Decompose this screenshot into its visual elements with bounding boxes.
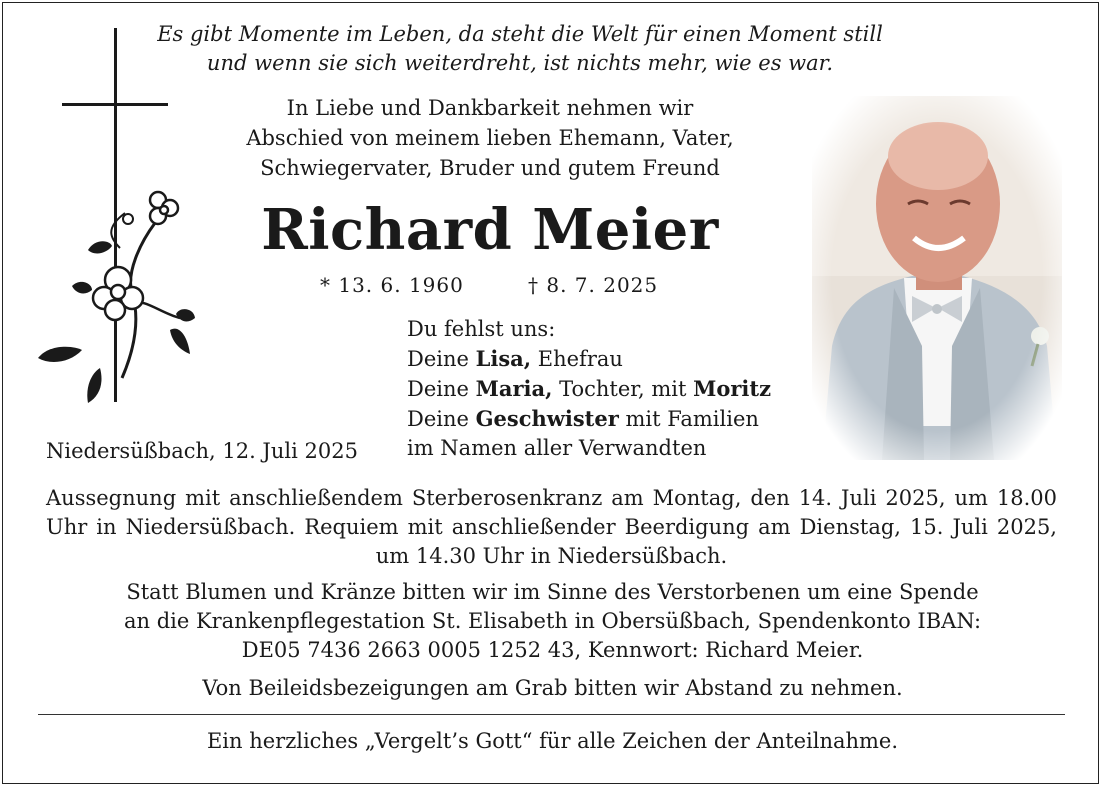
mourners-list <box>407 315 771 463</box>
mourner-line: Deine Lisa, Ehefrau <box>407 346 623 371</box>
deceased-name: Richard Meier <box>261 197 719 263</box>
intro-line-3: Schwiegervater, Bruder und gutem Freund <box>260 156 720 180</box>
birth-date: * 13. 6. 1960 <box>320 273 464 297</box>
mourner-line: Deine Geschwister mit Familien <box>407 406 759 431</box>
condolence-note: Von Beileidsbezeigungen am Grab bitten wir Abstand zu nehmen. <box>202 676 903 700</box>
donation-line-2: an die Krankenpflegestation St. Elisabeth in Obersüßbach, Spendenkonto IBAN: <box>123 609 982 633</box>
death-date: † 8. 7. 2025 <box>528 273 659 297</box>
place-date: Niedersüßbach, 12. Juli 2025 <box>46 439 358 463</box>
mourner-line: im Namen aller Verwandten <box>407 436 707 460</box>
intro-line-1: In Liebe und Dankbarkeit nehmen wir <box>286 96 694 120</box>
intro-line-2: Abschied von meinem lieben Ehemann, Vater, <box>246 126 734 150</box>
donation-line-1: Statt Blumen und Kränze bitten wir im Sinne des Verstorbenen um eine Spende <box>126 580 979 604</box>
quote-line-2: und wenn sie sich weiterdreht, ist nichts mehr, wie es war. <box>206 51 834 75</box>
donation-line-3: DE05 7436 2663 0005 1252 43, Kennwort: Richard Meier. <box>241 638 864 662</box>
mourners-heading: Du fehlst uns: <box>407 317 556 341</box>
divider <box>38 714 1065 715</box>
opening-quote <box>140 20 900 78</box>
service-details: Aussegnung mit anschließendem Sterberosenkranz am Montag, den 14. Juli 2025, um 18.00 Uhr in Niedersüßbach. Requiem mit anschließender Beerdigung am Dienstag, 15. Juli 2025, um 14.30 Uhr in Niedersüßbach. <box>46 486 1057 568</box>
thanks-line: Ein herzliches „Vergelt’s Gott“ für alle Zeichen der Anteilnahme. <box>206 729 899 753</box>
quote-line-1: Es gibt Momente im Leben, da steht die Welt für einen Moment still <box>157 22 883 46</box>
portrait-photo <box>812 96 1062 460</box>
donation-request <box>60 578 1045 665</box>
intro-text <box>190 93 790 183</box>
mourner-line: Deine Maria, Tochter, mit Moritz <box>407 376 772 401</box>
